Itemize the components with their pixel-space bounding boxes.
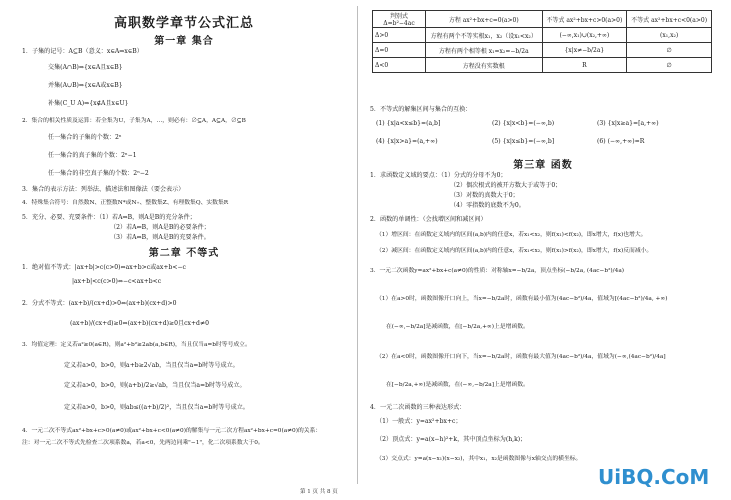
interval-item: (6) (−∞,+∞)=R xyxy=(597,138,645,145)
table-cell: R xyxy=(542,58,627,73)
table-cell: 方程有两个不等实根x₁，x₂（设x₁<x₂） xyxy=(426,28,543,43)
chapter1-heading: 第一章 集合 xyxy=(154,36,214,47)
text-line: （3）若A⇔B，则A是B的充要条件。 xyxy=(110,234,210,241)
text-line: 在[−b/2a,+∞)是减函数，在(−∞,−b/2a]上是增函数。 xyxy=(386,382,529,388)
table-header-cell: 不等式 ax²+bx+c<0(a>0) xyxy=(627,11,712,28)
table-row xyxy=(373,58,712,73)
discriminant-table xyxy=(372,10,712,73)
text-line: （3）交点式：y=a(x−x₁)(x−x₂)，其中x₁，x₂是函数图像与x轴交点的横坐标。 xyxy=(376,456,582,462)
table-header-cell: 判别式 Δ=b²−4ac xyxy=(373,11,426,28)
table-cell: (x₁,x₂) xyxy=(627,28,712,43)
right-column xyxy=(362,0,724,500)
table-row xyxy=(373,43,712,58)
column-divider xyxy=(357,6,358,484)
text-line: 定义若a>0，b>0，则(a+b)/2≥√ab，当且仅当a=b时等号成立。 xyxy=(64,382,246,389)
text-line: 3．一元二次函数y=ax²+bx+c(a≠0)的性质：对称轴x=−b/2a，顶点坐标(−b/2a, (4ac−b²)/4a) xyxy=(370,268,625,274)
text-line: 交集(A∩B)⇒{x∈A且x∈B} xyxy=(48,64,123,71)
text-line: 4．一元二次函数的三种表达形式： xyxy=(370,404,466,411)
text-line: 2．函数的单调性：（会找增区间和减区间） xyxy=(370,216,487,223)
text-line: 4．一元二次不等式ax²+bx+c>0(a≠0)或ax²+bx+c<0(a≠0)的解集与一元二次方程ax²+bx+c=0(a≠0)的关系： xyxy=(22,428,322,434)
text-line: （2）在a<0时，函数图像开口向下，当x=−b/2a时，函数有最大值为(4ac−b²)/4a，值域为(−∞,(4ac−b²)/4a] xyxy=(376,354,666,360)
text-line: 任一集合的非空真子集的个数：2ⁿ−2 xyxy=(48,170,149,177)
text-line: 并集(A∪B)⇒{x∈A或x∈B} xyxy=(48,82,123,89)
text-line: 任一集合的真子集的个数：2ⁿ−1 xyxy=(48,152,137,159)
text-line: 注：对一元二次不等式先检查二次项系数a，若a<0，先两边同乘"−1"，化二次项系数大于0。 xyxy=(22,440,264,446)
text-line: （2）若A⇐B，则A是B的必要条件； xyxy=(110,224,210,231)
table-header-cell: 方程 ax²+bx+c=0(a>0) xyxy=(426,11,543,28)
text-line: 4．特殊集合符号：自然数N、正整数N*或N₊、整数集Z、有理数集Q、实数集R xyxy=(22,200,229,206)
interval-item: (1) {x|a<x≤b}=(a,b] xyxy=(376,120,441,127)
interval-item: (3) {x|x≥a}=[a,+∞) xyxy=(597,120,659,127)
text-line: (ax+b)/(cx+d)≥0⇔(ax+b)(cx+d)≥0且cx+d≠0 xyxy=(70,320,209,327)
chapter2-heading: 第二章 不等式 xyxy=(148,248,220,259)
left-column xyxy=(14,0,354,500)
table-cell: (−∞,x₁)∪(x₂,+∞) xyxy=(542,28,627,43)
table-cell: ∅ xyxy=(627,43,712,58)
interval-item: (4) {x|x>a}=(a,+∞) xyxy=(376,138,438,145)
text-line: （2）偶次根式的被开方数大于或等于0； xyxy=(450,182,562,189)
table-cell: {x|x≠−b/2a} xyxy=(542,43,627,58)
text-line: （1）在a>0时，函数图像开口向上，当x=−b/2a时，函数有最小值为(4ac−b²)/4a，值域为[(4ac−b²)/4a, +∞) xyxy=(376,296,668,302)
text-line: 任一集合的子集的个数：2ⁿ xyxy=(48,134,122,141)
table-cell: ∅ xyxy=(627,58,712,73)
table-cell: Δ=0 xyxy=(373,43,426,58)
text-line: （4）零指数的底数不为0。 xyxy=(450,202,525,209)
text-line: 在(−∞,−b/2a]是减函数，在[−b/2a,+∞)上是增函数。 xyxy=(386,324,529,330)
table-cell: Δ<0 xyxy=(373,58,426,73)
text-line: （3）对数的真数大于0； xyxy=(450,192,519,199)
interval-item: (2) {x|x<b}=(−∞,b) xyxy=(492,120,555,127)
text-line: 5．不等式的解集区间与集合的互换： xyxy=(370,106,472,113)
text-line: （1）一般式：y=ax²+bx+c； xyxy=(376,418,462,425)
text-line: 补集(C_U A)⇒{x∉A且x∈U} xyxy=(48,100,129,107)
text-line: |ax+b|<c(c>0)⇔−c<ax+b<c xyxy=(72,278,162,285)
text-line: （1）增区间：在函数定义域内的区间(a,b)内的任意x，若x₁<x₂，则f(x₁)<f(x₂)，即x增大，f(x)也增大。 xyxy=(376,232,647,238)
text-line: （2）顶点式：y=a(x−h)²+k，其中顶点坐标为(h,k)； xyxy=(376,436,527,443)
text-line: 1．子集的记号：A⊆B（意义：x∈A⇒x∈B） xyxy=(22,48,143,55)
text-line: 1．绝对值不等式：|ax+b|>c(c>0)⇔ax+b>c或ax+b<−c xyxy=(22,264,186,271)
text-line: 定义若a>0，b>0，则ab≤((a+b)/2)²，当且仅当a=b时等号成立。 xyxy=(64,404,249,411)
text-line: 定义若a>0，b>0，则a+b≥2√ab，当且仅当a=b时等号成立。 xyxy=(64,362,239,369)
table-cell: Δ>0 xyxy=(373,28,426,43)
table-header-row xyxy=(373,11,712,28)
table-cell: 方程有两个相等根 x₁=x₂=−b/2a xyxy=(426,43,543,58)
watermark-logo: UiBQ.CoM xyxy=(598,465,710,489)
table-header-cell: 不等式 ax²+bx+c>0(a>0) xyxy=(542,11,627,28)
text-line: 1．求函数定义域的要点：（1）分式的分母不为0； xyxy=(370,172,507,179)
text-line: 2．集合的相关性质及运算：若全集为U，子集为A，…，则必有：∅⊆A，A⊆A，∅⊆B xyxy=(22,118,246,124)
page-title: 高职数学章节公式汇总 xyxy=(113,16,254,31)
table-row xyxy=(373,28,712,43)
interval-item: (5) {x|x≤b}=(−∞,b] xyxy=(492,138,555,145)
text-line: 5．充分、必要、充要条件：（1）若A⇒B，则A是B的充分条件； xyxy=(22,214,196,221)
text-line: 3．集合的表示方法：列举法、描述法和图像法（要会表示） xyxy=(22,186,185,193)
chapter3-heading: 第三章 函数 xyxy=(513,160,573,171)
text-line: 2．分式不等式：(ax+b)/(cx+d)>0⇔(ax+b)(cx+d)>0 xyxy=(22,300,177,307)
page-footer: 第 1 页 共 8 页 xyxy=(300,489,338,495)
text-line: （2）减区间：在函数定义域内的区间(a,b)内的任意x，若x₁<x₂，则f(x₁)>f(x₂)，即x增大，f(x)反而减小。 xyxy=(376,248,653,254)
text-line: 3．均值定理：定义若a²≥0(a∈R)，则a²+b²≥2ab(a,b∈R)，当且仅当a=b时等号成立。 xyxy=(22,342,251,348)
table-cell: 方程没有实数根 xyxy=(426,58,543,73)
